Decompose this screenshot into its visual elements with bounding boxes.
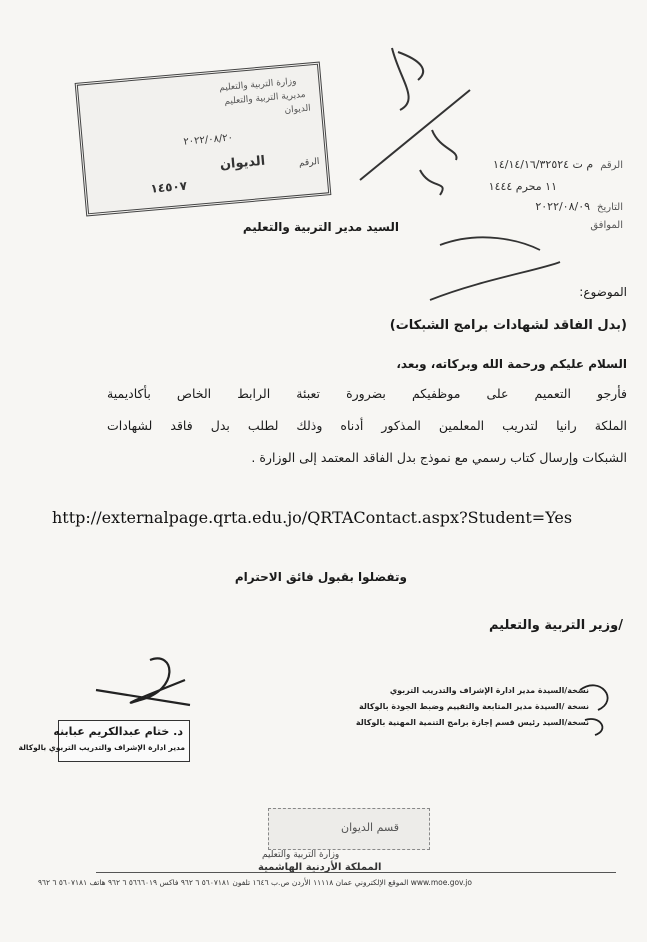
stamp-number-label: الرقم [298, 156, 320, 169]
reference-date-row [535, 200, 623, 213]
received-stamp [75, 62, 332, 217]
handwritten-signature-top [430, 237, 560, 300]
registration-link: http://externalpage.qrta.edu.jo/QRTAContact.aspx?Student=Yes [52, 508, 573, 527]
reference-hijri: ١١ محرم ١٤٤٤ [488, 180, 557, 193]
body-line-2: الملكة رانيا لتدريب المعلمين المذكور أدناه وذلك لطلب بدل فاقد لشهادات [107, 418, 627, 433]
signatory-box [18, 720, 190, 762]
stamp-dept: الديوان [219, 153, 266, 173]
reference-number: م ت ١٤/١٤/١٦/٣٢٥٢٤ [492, 158, 594, 171]
copy-recipient-3: نسخة/السيد رئيس قسم إجازة برامج التنمية المهنية بالوكالة [355, 718, 589, 727]
subject-label: الموضوع: [579, 285, 627, 299]
reference-date-label: التاريخ [597, 202, 623, 213]
addressee: السيد مدير التربية والتعليم [242, 220, 399, 234]
greeting: السلام عليكم ورحمة الله وبركاته، وبعد، [396, 357, 627, 371]
body-line-1: فأرجو التعميم على موظفيكم بضرورة تعبئة الرابط الخاص بأكاديمية [107, 386, 627, 401]
footer-stamp-text: قسم الديوان [341, 821, 399, 834]
reference-date: ٢٠٢٢/٠٨/٠٩ [535, 200, 591, 213]
body-line-3: الشبكات وإرسال كتاب رسمي مع نموذج بدل الفاقد المعتمد إلى الوزارة . [251, 450, 627, 465]
reference-number-label: الرقم [600, 160, 623, 171]
handwritten-mark-top [392, 48, 423, 110]
stamp-line-3: الديوان [284, 103, 312, 116]
stamp-line-1: وزارة التربية والتعليم [218, 76, 297, 94]
handwritten-note [420, 130, 457, 195]
handwritten-stroke [360, 90, 470, 180]
footer-divider [96, 872, 616, 873]
subject: (بدل الفاقد لشهادات برامج الشبكات) [389, 318, 627, 333]
minister-title: /وزير التربية والتعليم [488, 618, 623, 633]
reference-number-row [493, 158, 623, 171]
copy-recipient-2: نسخة /السيدة مدير المتابعة والتقييم وضبط الجودة بالوكالة [359, 702, 589, 711]
stamp-line-2: مديرية التربية والتعليم [224, 89, 306, 107]
signatory-name: د. ختام عبدالكريم عبابنه [53, 725, 183, 738]
minister-signature [96, 658, 190, 705]
signatory-title: مدير ادارة الإشراف والتدريب التربوي بالوكالة [18, 743, 185, 752]
stamp-date: ٢٠٢٢/٠٨/٢٠ [183, 132, 234, 148]
closing: وتفضلوا بقبول فائق الاحترام [234, 570, 407, 584]
footer-stamp [268, 808, 430, 850]
copy-recipient-1: نسخة/السيدة مدير ادارة الإشراف والتدريب التربوي [389, 686, 589, 695]
footer-organization: وزارة التربية والتعليم [262, 850, 340, 860]
footer-country: المملكة الأردنية الهاشمية [258, 862, 382, 873]
footer-contact: www.moe.gov.jo الموقع الإلكتروني عمان ١١١١٨ الأردن ص.ب ١٦٤٦ تلفون ٥٦٠٧١٨١ ٦ ٩٦٢ فاكس ٥٦٦٦٠١٩ ٦ ٩٦٢ هاتف ٥٦٠٧١٨١ ٦ ٩٦٢ [38, 878, 472, 887]
reference-corresponding-label: الموافق [590, 220, 623, 231]
stamp-number: ١٤٥٠٧ [149, 178, 188, 196]
